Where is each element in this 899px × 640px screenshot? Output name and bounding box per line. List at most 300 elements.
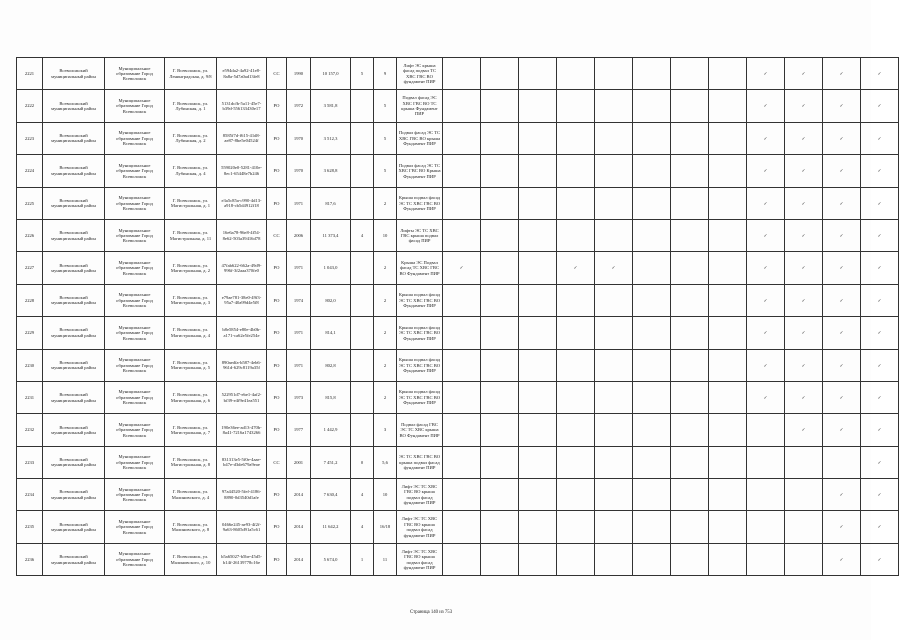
- check-mark-icon: ✓: [785, 284, 823, 316]
- address-cell: Г. Всеволожск, ул. Лубинская, д. 1: [165, 90, 217, 122]
- check-mark-icon: ✓: [747, 187, 785, 219]
- table-row: [17, 155, 899, 187]
- works-list-cell: Лифт ЭС ТС ХВС ГВС ВО крыша подвал фасад фундамент ПИР: [397, 511, 443, 543]
- check-mark-icon: ✓: [785, 381, 823, 413]
- empty-work-cell: [671, 122, 709, 154]
- check-mark-icon: ✓: [861, 252, 899, 284]
- build-year-cell: 2014: [287, 511, 311, 543]
- check-mark-icon: ✓: [747, 58, 785, 90]
- district-cell: Всеволожский муниципальный район: [43, 219, 105, 251]
- floors-cell: [351, 317, 374, 349]
- address-cell: Г. Всеволожск, ул. Лубинская, д. 4: [165, 155, 217, 187]
- empty-work-cell: [519, 446, 557, 478]
- row-number: 2222: [17, 90, 43, 122]
- works-list-cell: Подвал фасад ЭС ХВС ГВС ВО ТС крыша Фундамент ПИР: [397, 90, 443, 122]
- area-cell: 5 674,0: [311, 543, 351, 575]
- check-mark-icon: ✓: [861, 187, 899, 219]
- empty-work-cell: [443, 155, 481, 187]
- floors-cell: [351, 187, 374, 219]
- empty-work-cell: [481, 155, 519, 187]
- row-number: 2230: [17, 349, 43, 381]
- build-year-cell: 1973: [287, 381, 311, 413]
- address-cell: Г. Всеволожск, ул. Магистральная, д. 4: [165, 317, 217, 349]
- empty-work-cell: [671, 349, 709, 381]
- build-year-cell: 1971: [287, 349, 311, 381]
- works-list-cell: ЭС ТС ХВС ГВС ВО крыша подвал фасад фундамент ПИР: [397, 446, 443, 478]
- address-cell: Г. Всеволожск, ул. Малиновского, д. 8: [165, 511, 217, 543]
- empty-work-cell: [481, 446, 519, 478]
- address-cell: Г. Всеволожск, ул. Магистральная, д. 1: [165, 187, 217, 219]
- build-year-cell: 1990: [287, 58, 311, 90]
- register-rows: [17, 58, 899, 576]
- build-year-cell: 1970: [287, 155, 311, 187]
- check-mark-icon: ✓: [785, 187, 823, 219]
- empty-work-cell: [633, 349, 671, 381]
- empty-work-cell: [557, 349, 595, 381]
- district-cell: Всеволожский муниципальный район: [43, 543, 105, 575]
- address-cell: Г. Всеволожск, ул. Малиновского, д. 4: [165, 479, 217, 511]
- floors-cell: 4: [351, 219, 374, 251]
- empty-work-cell: [481, 252, 519, 284]
- settlement-cell: Муниципальное образование Город Всеволожск: [105, 219, 165, 251]
- district-cell: Всеволожский муниципальный район: [43, 122, 105, 154]
- empty-work-cell: [633, 252, 671, 284]
- empty-work-cell: [557, 155, 595, 187]
- entrances-cell: 10: [374, 479, 397, 511]
- check-mark-icon: ✓: [861, 414, 899, 446]
- empty-work-cell: [519, 284, 557, 316]
- empty-work-cell: [671, 58, 709, 90]
- empty-work-cell: [443, 122, 481, 154]
- empty-work-cell: [633, 155, 671, 187]
- check-mark-icon: ✓: [785, 349, 823, 381]
- area-cell: 1 043,0: [311, 252, 351, 284]
- empty-work-cell: [785, 479, 823, 511]
- build-year-cell: 2001: [287, 446, 311, 478]
- empty-work-cell: [595, 284, 633, 316]
- row-number: 2228: [17, 284, 43, 316]
- check-mark-icon: ✓: [557, 252, 595, 284]
- wall-material-cell: РО: [267, 317, 287, 349]
- build-year-cell: 1974: [287, 284, 311, 316]
- floors-cell: [351, 414, 374, 446]
- check-mark-icon: ✓: [747, 90, 785, 122]
- check-mark-icon: ✓: [823, 122, 861, 154]
- check-mark-icon: ✓: [443, 252, 481, 284]
- empty-work-cell: [557, 381, 595, 413]
- area-cell: 3 512,3: [311, 122, 351, 154]
- works-list-cell: Лифты ЭС ТС ХВС ГВС крыша подвал фасад ПИР: [397, 219, 443, 251]
- empty-work-cell: [633, 543, 671, 575]
- build-year-cell: 2006: [287, 219, 311, 251]
- row-number: 2224: [17, 155, 43, 187]
- floors-cell: [351, 155, 374, 187]
- empty-work-cell: [633, 90, 671, 122]
- works-list-cell: Лифт ЭС крыша фасад подвал ТС ХВС ГВС ВО фундамент ПИР: [397, 58, 443, 90]
- empty-work-cell: [595, 317, 633, 349]
- check-mark-icon: ✓: [747, 284, 785, 316]
- wall-material-cell: РО: [267, 90, 287, 122]
- empty-work-cell: [481, 122, 519, 154]
- empty-work-cell: [443, 446, 481, 478]
- table-row: [17, 511, 899, 543]
- empty-work-cell: [709, 414, 747, 446]
- house-code-cell: 8585f7d-f615-41d8-ae87-8be5e04524f: [217, 122, 267, 154]
- empty-work-cell: [671, 479, 709, 511]
- address-cell: Г. Всеволожск, ул. Магистральная, д. 11: [165, 219, 217, 251]
- empty-work-cell: [709, 446, 747, 478]
- district-cell: Всеволожский муниципальный район: [43, 90, 105, 122]
- table-row: [17, 479, 899, 511]
- empty-work-cell: [443, 479, 481, 511]
- empty-work-cell: [481, 58, 519, 90]
- area-cell: 3 628,8: [311, 155, 351, 187]
- works-list-cell: Крыша подвал фасад ЭС ТС ХВС ГВС ВО Фундамент ПИР: [397, 381, 443, 413]
- empty-work-cell: [747, 446, 785, 478]
- empty-work-cell: [709, 90, 747, 122]
- empty-work-cell: [671, 446, 709, 478]
- district-cell: Всеволожский муниципальный район: [43, 446, 105, 478]
- empty-work-cell: [671, 155, 709, 187]
- entrances-cell: 2: [374, 284, 397, 316]
- entrances-cell: 11: [374, 543, 397, 575]
- wall-material-cell: СС: [267, 58, 287, 90]
- entrances-cell: 16/18: [374, 511, 397, 543]
- entrances-cell: 2: [374, 252, 397, 284]
- check-mark-icon: ✓: [823, 284, 861, 316]
- check-mark-icon: ✓: [823, 349, 861, 381]
- settlement-cell: Муниципальное образование Город Всеволожск: [105, 543, 165, 575]
- empty-work-cell: [633, 381, 671, 413]
- empty-work-cell: [595, 543, 633, 575]
- settlement-cell: Муниципальное образование Город Всеволожск: [105, 252, 165, 284]
- empty-work-cell: [785, 446, 823, 478]
- district-cell: Всеволожский муниципальный район: [43, 252, 105, 284]
- wall-material-cell: РО: [267, 543, 287, 575]
- empty-work-cell: [443, 284, 481, 316]
- empty-work-cell: [557, 284, 595, 316]
- empty-work-cell: [557, 122, 595, 154]
- entrances-cell: 2: [374, 317, 397, 349]
- house-code-cell: e3a5c85a-c990-4d13-a918-cb5d4912f18: [217, 187, 267, 219]
- check-mark-icon: ✓: [861, 219, 899, 251]
- address-cell: Г. Всеволожск, ул. Магистральная, д. 7: [165, 414, 217, 446]
- empty-work-cell: [443, 58, 481, 90]
- entrances-cell: 2: [374, 381, 397, 413]
- empty-work-cell: [519, 90, 557, 122]
- entrances-cell: 2: [374, 187, 397, 219]
- check-mark-icon: ✓: [861, 317, 899, 349]
- empty-work-cell: [443, 511, 481, 543]
- house-code-cell: 890aedfa-b587-4eb6-961d-629c8119a35f: [217, 349, 267, 381]
- address-cell: Г. Всеволожск, ул. Магистральная, д. 3: [165, 284, 217, 316]
- empty-work-cell: [671, 381, 709, 413]
- house-code-cell: e594da2-4a92-41e8-8a8a-5d7a0ad13fe8: [217, 58, 267, 90]
- district-cell: Всеволожский муниципальный район: [43, 58, 105, 90]
- floors-cell: [351, 349, 374, 381]
- check-mark-icon: ✓: [861, 122, 899, 154]
- wall-material-cell: СС: [267, 219, 287, 251]
- table-row: [17, 414, 899, 446]
- empty-work-cell: [595, 381, 633, 413]
- address-cell: Г. Всеволожск, ул. Магистральная, д. 2: [165, 252, 217, 284]
- empty-work-cell: [633, 414, 671, 446]
- settlement-cell: Муниципальное образование Город Всеволожск: [105, 414, 165, 446]
- entrances-cell: 3: [374, 414, 397, 446]
- floors-cell: [351, 90, 374, 122]
- check-mark-icon: ✓: [785, 317, 823, 349]
- row-number: 2231: [17, 381, 43, 413]
- table-row: [17, 381, 899, 413]
- table-row: [17, 317, 899, 349]
- wall-material-cell: СС: [267, 446, 287, 478]
- entrances-cell: 5: [374, 90, 397, 122]
- row-number: 2235: [17, 511, 43, 543]
- check-mark-icon: ✓: [823, 381, 861, 413]
- works-list-cell: Крыша подвал фасад ЭС ТС ХВС ГВС ВО Фундамент ПИР: [397, 187, 443, 219]
- build-year-cell: 1972: [287, 90, 311, 122]
- empty-work-cell: [633, 122, 671, 154]
- empty-work-cell: [671, 511, 709, 543]
- settlement-cell: Муниципальное образование Город Всеволожск: [105, 284, 165, 316]
- check-mark-icon: ✓: [823, 155, 861, 187]
- house-code-cell: b8e5854-e80e-4b0b-a171-ca62e5fe254e: [217, 317, 267, 349]
- empty-work-cell: [519, 381, 557, 413]
- empty-work-cell: [633, 317, 671, 349]
- address-cell: Г. Всеволожск, ул. Магистральная, д. 5: [165, 349, 217, 381]
- empty-work-cell: [519, 511, 557, 543]
- floors-cell: 4: [351, 479, 374, 511]
- check-mark-icon: ✓: [785, 414, 823, 446]
- entrances-cell: 10: [374, 219, 397, 251]
- check-mark-icon: ✓: [861, 284, 899, 316]
- settlement-cell: Муниципальное образование Город Всеволожск: [105, 511, 165, 543]
- check-mark-icon: ✓: [823, 187, 861, 219]
- house-code-cell: 522951d7-ebe1-4af2-bf39-e4f9e41ea551: [217, 381, 267, 413]
- empty-work-cell: [633, 219, 671, 251]
- empty-work-cell: [709, 349, 747, 381]
- district-cell: Всеволожский муниципальный район: [43, 381, 105, 413]
- empty-work-cell: [443, 219, 481, 251]
- area-cell: 817,6: [311, 187, 351, 219]
- build-year-cell: 1977: [287, 414, 311, 446]
- area-cell: 802,0: [311, 284, 351, 316]
- table-row: [17, 219, 899, 251]
- row-number: 2229: [17, 317, 43, 349]
- district-cell: Всеволожский муниципальный район: [43, 317, 105, 349]
- empty-work-cell: [481, 317, 519, 349]
- wall-material-cell: РО: [267, 414, 287, 446]
- check-mark-icon: ✓: [823, 252, 861, 284]
- settlement-cell: Муниципальное образование Город Всеволожск: [105, 479, 165, 511]
- empty-work-cell: [671, 252, 709, 284]
- table-row: [17, 446, 899, 478]
- table-row: [17, 58, 899, 90]
- check-mark-icon: ✓: [861, 58, 899, 90]
- row-number: 2225: [17, 187, 43, 219]
- settlement-cell: Муниципальное образование Город Всеволожск: [105, 317, 165, 349]
- check-mark-icon: ✓: [861, 479, 899, 511]
- empty-work-cell: [519, 58, 557, 90]
- empty-work-cell: [785, 511, 823, 543]
- check-mark-icon: ✓: [785, 58, 823, 90]
- wall-material-cell: РО: [267, 122, 287, 154]
- empty-work-cell: [481, 219, 519, 251]
- check-mark-icon: ✓: [747, 252, 785, 284]
- house-code-cell: 16e6a78-96e8-4f54-8e62-503a39416d78: [217, 219, 267, 251]
- empty-work-cell: [443, 90, 481, 122]
- empty-work-cell: [595, 414, 633, 446]
- check-mark-icon: ✓: [861, 543, 899, 575]
- empty-work-cell: [595, 122, 633, 154]
- empty-work-cell: [481, 414, 519, 446]
- empty-work-cell: [519, 252, 557, 284]
- table-row: [17, 122, 899, 154]
- wall-material-cell: РО: [267, 187, 287, 219]
- area-cell: 11 642,2: [311, 511, 351, 543]
- house-code-cell: 5131dcfb-5a11-45e7-b39d-556133430e17: [217, 90, 267, 122]
- entrances-cell: 2: [374, 349, 397, 381]
- build-year-cell: 2014: [287, 543, 311, 575]
- empty-work-cell: [519, 414, 557, 446]
- empty-work-cell: [557, 511, 595, 543]
- empty-work-cell: [481, 479, 519, 511]
- empty-work-cell: [481, 349, 519, 381]
- check-mark-icon: ✓: [747, 349, 785, 381]
- empty-work-cell: [709, 317, 747, 349]
- address-cell: Г. Всеволожск, ул. Магистральная, д. 8: [165, 446, 217, 478]
- wall-material-cell: РО: [267, 511, 287, 543]
- settlement-cell: Муниципальное образование Город Всеволожск: [105, 381, 165, 413]
- empty-work-cell: [443, 543, 481, 575]
- empty-work-cell: [823, 446, 861, 478]
- empty-work-cell: [443, 349, 481, 381]
- district-cell: Всеволожский муниципальный район: [43, 284, 105, 316]
- empty-work-cell: [595, 479, 633, 511]
- check-mark-icon: ✓: [747, 219, 785, 251]
- empty-work-cell: [709, 122, 747, 154]
- check-mark-icon: ✓: [861, 155, 899, 187]
- entrances-cell: 5: [374, 155, 397, 187]
- settlement-cell: Муниципальное образование Город Всеволожск: [105, 122, 165, 154]
- check-mark-icon: ✓: [747, 317, 785, 349]
- check-mark-icon: ✓: [785, 252, 823, 284]
- area-cell: 7 630,4: [311, 479, 351, 511]
- check-mark-icon: ✓: [861, 90, 899, 122]
- area-cell: 10 157,0: [311, 58, 351, 90]
- house-code-cell: 97a44520-5fef-4186-8890-0d3540d1afe: [217, 479, 267, 511]
- empty-work-cell: [557, 58, 595, 90]
- district-cell: Всеволожский муниципальный район: [43, 511, 105, 543]
- entrances-cell: 9: [374, 58, 397, 90]
- house-code-cell: 0466e245-ae93-4f2f-9a63-8605d91a5c61: [217, 511, 267, 543]
- empty-work-cell: [481, 187, 519, 219]
- check-mark-icon: ✓: [747, 381, 785, 413]
- empty-work-cell: [671, 543, 709, 575]
- empty-work-cell: [671, 187, 709, 219]
- empty-work-cell: [557, 187, 595, 219]
- wall-material-cell: РО: [267, 155, 287, 187]
- empty-work-cell: [709, 155, 747, 187]
- wall-material-cell: РО: [267, 252, 287, 284]
- house-code-cell: e79ae781-38e0-49f3-95a7-40a99d4e5f8: [217, 284, 267, 316]
- check-mark-icon: ✓: [861, 349, 899, 381]
- district-cell: Всеволожский муниципальный район: [43, 479, 105, 511]
- table-row: [17, 252, 899, 284]
- entrances-cell: 5,6: [374, 446, 397, 478]
- check-mark-icon: ✓: [823, 543, 861, 575]
- entrances-cell: 5: [374, 122, 397, 154]
- check-mark-icon: ✓: [747, 122, 785, 154]
- check-mark-icon: ✓: [823, 511, 861, 543]
- settlement-cell: Муниципальное образование Город Всеволожск: [105, 90, 165, 122]
- check-mark-icon: ✓: [823, 58, 861, 90]
- empty-work-cell: [595, 511, 633, 543]
- empty-work-cell: [481, 543, 519, 575]
- house-code-cell: 559020e0-5281-410e-8ec1-65448e7b246: [217, 155, 267, 187]
- address-cell: Г. Всеволожск, ул. Ленинградская, д. 9/8: [165, 58, 217, 90]
- check-mark-icon: ✓: [823, 90, 861, 122]
- floors-cell: [351, 122, 374, 154]
- empty-work-cell: [557, 446, 595, 478]
- empty-work-cell: [747, 543, 785, 575]
- house-code-cell: b5a65027-b5be-45d5-b14f-26139778c16e: [217, 543, 267, 575]
- empty-work-cell: [557, 219, 595, 251]
- check-mark-icon: ✓: [785, 90, 823, 122]
- empty-work-cell: [519, 187, 557, 219]
- empty-work-cell: [443, 317, 481, 349]
- area-cell: 7 451,2: [311, 446, 351, 478]
- row-number: 2236: [17, 543, 43, 575]
- table-row: [17, 90, 899, 122]
- empty-work-cell: [481, 90, 519, 122]
- floors-cell: [351, 284, 374, 316]
- build-year-cell: 1971: [287, 252, 311, 284]
- build-year-cell: 1971: [287, 317, 311, 349]
- empty-work-cell: [557, 479, 595, 511]
- build-year-cell: 2014: [287, 479, 311, 511]
- empty-work-cell: [519, 349, 557, 381]
- settlement-cell: Муниципальное образование Город Всеволожск: [105, 446, 165, 478]
- empty-work-cell: [633, 187, 671, 219]
- empty-work-cell: [709, 187, 747, 219]
- area-cell: 3 581,8: [311, 90, 351, 122]
- empty-work-cell: [557, 317, 595, 349]
- row-number: 2221: [17, 58, 43, 90]
- floors-cell: [351, 381, 374, 413]
- works-list-cell: Крыша подвал фасад ЭС ТС ХВС ГВС ВО Фундамент ПИР: [397, 349, 443, 381]
- table-row: [17, 187, 899, 219]
- empty-work-cell: [595, 446, 633, 478]
- empty-work-cell: [709, 219, 747, 251]
- empty-work-cell: [443, 414, 481, 446]
- house-code-cell: 47fab622-662a-49d9-996f-3f2aaa370fe0: [217, 252, 267, 284]
- area-cell: 802,8: [311, 349, 351, 381]
- works-list-cell: Подвал фасад ЭС ТС ХВС ГВС ВО Крыша Фундамент ПИР: [397, 155, 443, 187]
- empty-work-cell: [747, 511, 785, 543]
- works-list-cell: Крыша подвал фасад ЭС ТС ХВС ГВС ВО Фундамент ПИР: [397, 317, 443, 349]
- empty-work-cell: [633, 446, 671, 478]
- empty-work-cell: [519, 122, 557, 154]
- empty-work-cell: [557, 90, 595, 122]
- works-list-cell: Крыша ЭС Подвал фасад ТС ХВС ГВС ВО Фундамент ПИР: [397, 252, 443, 284]
- district-cell: Всеволожский муниципальный район: [43, 155, 105, 187]
- empty-work-cell: [481, 511, 519, 543]
- empty-work-cell: [595, 219, 633, 251]
- area-cell: 11 373,4: [311, 219, 351, 251]
- empty-work-cell: [595, 155, 633, 187]
- empty-work-cell: [671, 90, 709, 122]
